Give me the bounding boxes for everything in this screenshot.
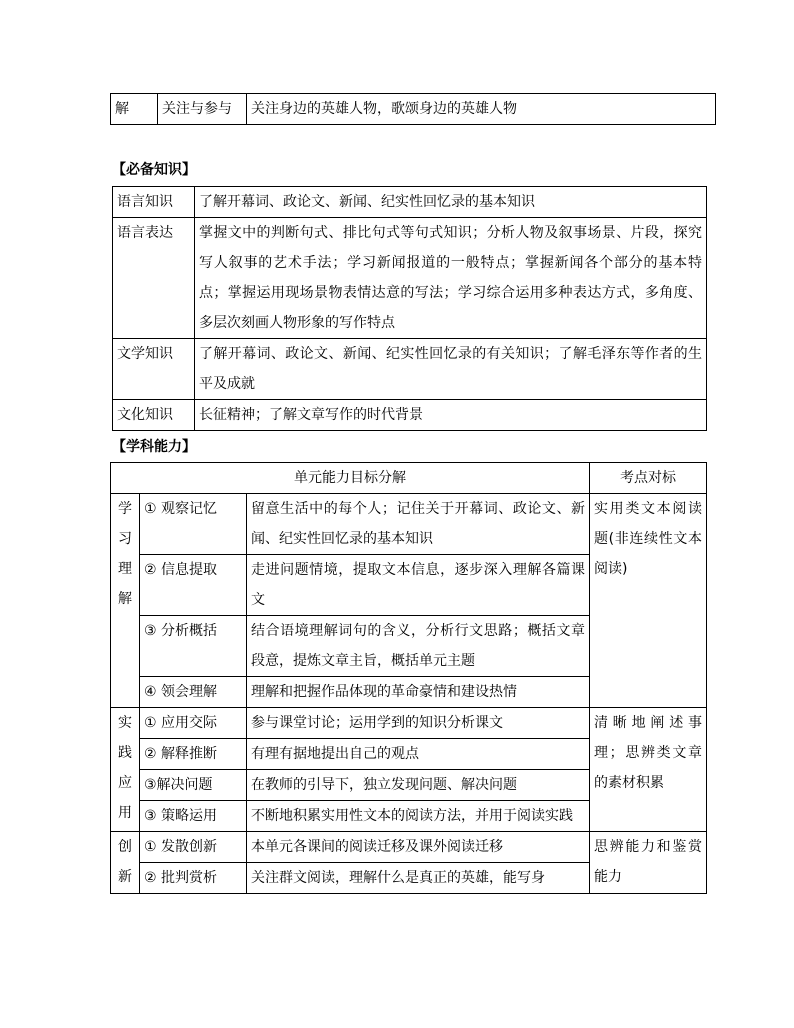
table-row [111,832,707,863]
top-cell-1: 解 [111,94,158,125]
row-label: 语言知识 [113,187,195,218]
category-char: 习 [118,531,132,547]
item-cell: ③ 分析概括 [140,616,247,677]
table-row [113,218,707,339]
table-header-row [111,463,707,494]
row-text: 长征精神；了解文章写作的时代背景 [195,400,707,431]
table-row [113,339,707,400]
table-row [113,187,707,218]
category-char: 解 [118,591,132,607]
exam-cell: 清晰地阐述事理；思辨类文章的素材积累 [590,708,707,832]
table-row [113,400,707,431]
desc-cell: 结合语境理解词句的含义，分析行文思路；概括文章段意，提炼文章主旨，概括单元主题 [247,616,590,677]
top-cell-3: 关注身边的英雄人物，歌颂身边的英雄人物 [247,94,716,125]
item-cell: ③解决问题 [140,770,247,801]
header-exam: 考点对标 [590,463,707,494]
desc-cell: 本单元各课间的阅读迁移及课外阅读迁移 [247,832,590,863]
item-cell: ② 信息提取 [140,555,247,616]
desc-cell: 理解和把握作品体现的革命豪情和建设热情 [247,677,590,708]
item-cell: ① 观察记忆 [140,494,247,555]
item-cell: ① 应用交际 [140,708,247,739]
ability-table [110,462,707,894]
category-char: 创 [118,839,132,855]
item-cell: ② 批判赏析 [140,863,247,894]
top-table [110,93,716,125]
desc-cell: 有理有据地提出自己的观点 [247,739,590,770]
section2-heading: 【学科能力】 [112,439,196,455]
category-cell [111,832,140,894]
desc-cell: 关注群文阅读，理解什么是真正的英雄，能写身 [247,863,590,894]
item-cell: ③ 策略运用 [140,801,247,832]
section1-heading: 【必备知识】 [112,162,196,178]
knowledge-table [112,186,707,431]
table-row [111,494,707,555]
category-cell [111,494,140,708]
table-row [111,708,707,739]
row-text: 了解开幕词、政论文、新闻、纪实性回忆录的有关知识；了解毛泽东等作者的生平及成就 [195,339,707,400]
row-text: 了解开幕词、政论文、新闻、纪实性回忆录的基本知识 [195,187,707,218]
item-cell: ② 解释推断 [140,739,247,770]
exam-cell: 思辨能力和鉴赏能力 [590,832,707,894]
exam-cell: 实用类文本阅读题(非连续性文本阅读) [590,494,707,708]
top-cell-2: 关注与参与 [158,94,247,125]
header-goal: 单元能力目标分解 [111,463,590,494]
category-char: 践 [118,745,132,761]
row-text: 掌握文中的判断句式、排比句式等句式知识；分析人物及叙事场景、片段，探究写人叙事的艺术手法；学习新闻报道的一般特点；掌握新闻各个部分的基本特点；掌握运用现场景物表情达意的写法；学习综合运用多种表达方式，多角度、多层次刻画人物形象的写作特点 [195,218,707,339]
category-char: 学 [118,501,132,517]
desc-cell: 参与课堂讨论；运用学到的知识分析课文 [247,708,590,739]
category-char: 新 [118,869,132,885]
category-char: 理 [118,561,132,577]
item-cell: ④ 领会理解 [140,677,247,708]
desc-cell: 留意生活中的每个人；记住关于开幕词、政论文、新闻、纪实性回忆录的基本知识 [247,494,590,555]
desc-cell: 在教师的引导下，独立发现问题、解决问题 [247,770,590,801]
desc-cell: 不断地积累实用性文本的阅读方法，并用于阅读实践 [247,801,590,832]
category-char: 应 [118,775,132,791]
row-label: 文学知识 [113,339,195,400]
item-cell: ① 发散创新 [140,832,247,863]
row-label: 文化知识 [113,400,195,431]
row-label: 语言表达 [113,218,195,339]
desc-cell: 走进问题情境，提取文本信息，逐步深入理解各篇课文 [247,555,590,616]
category-cell [111,708,140,832]
category-char: 用 [118,805,132,821]
category-char: 实 [118,715,132,731]
